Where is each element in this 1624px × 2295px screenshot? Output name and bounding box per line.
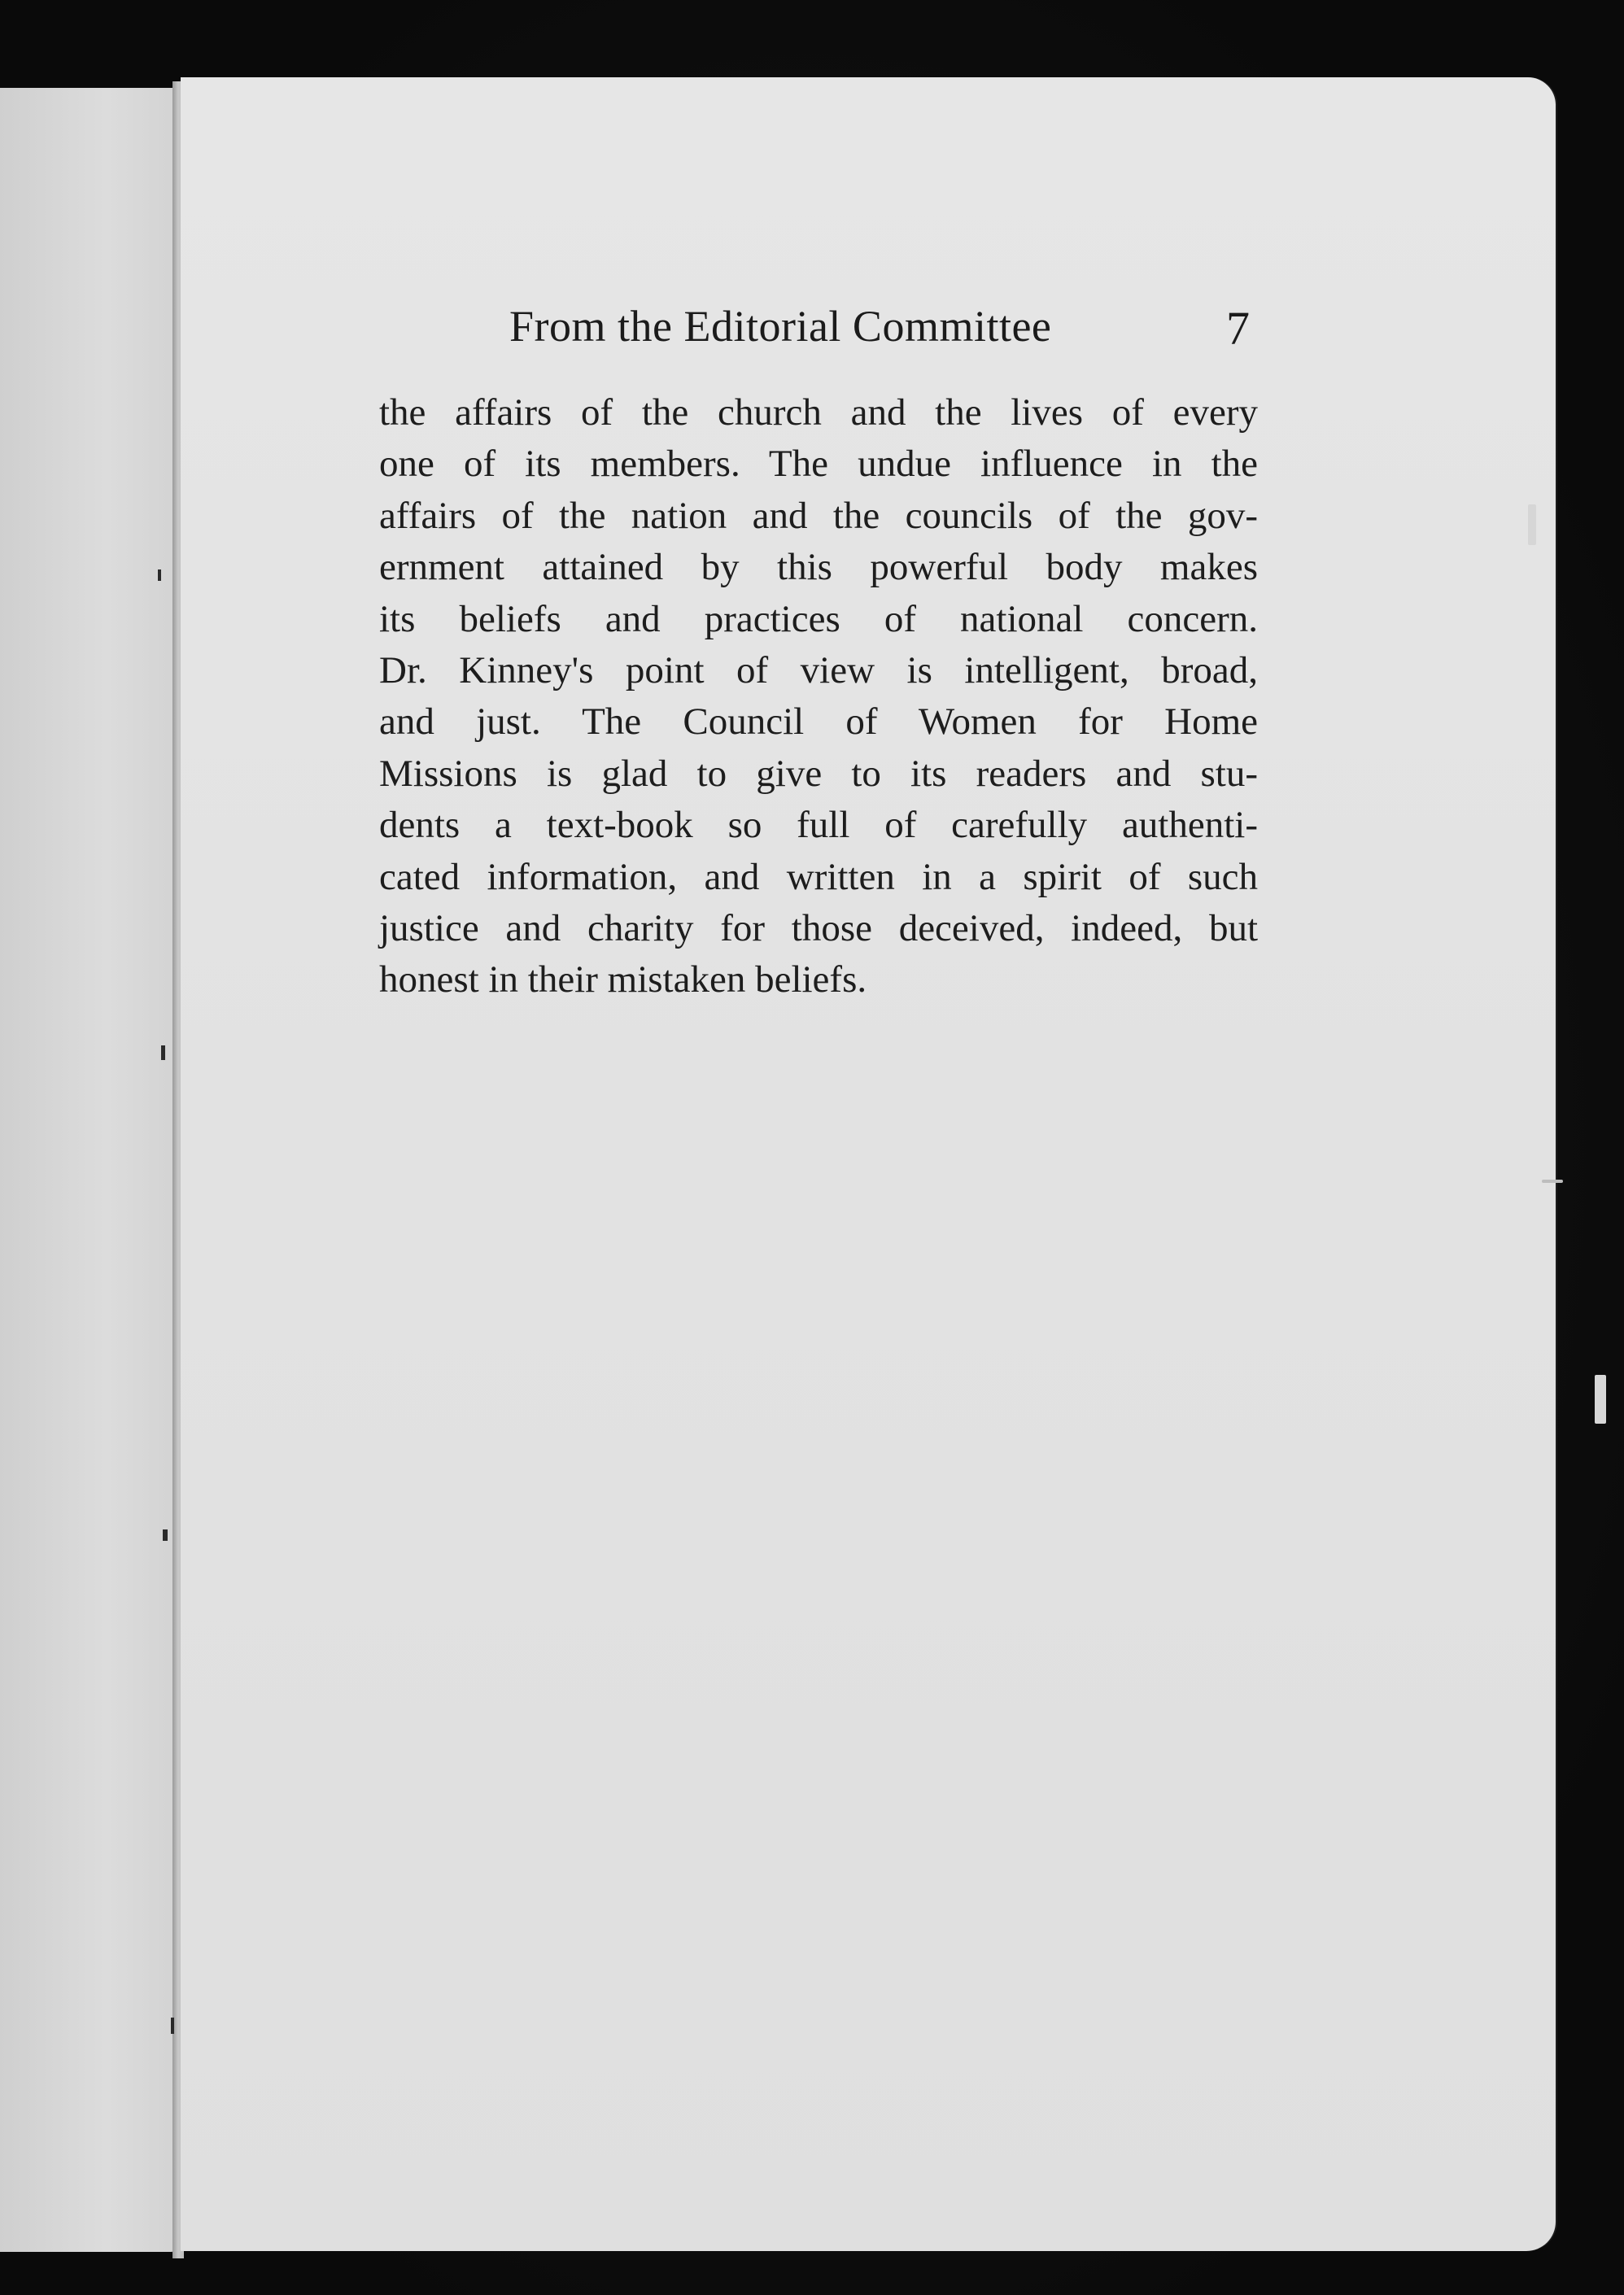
text-line: affairs of the nation and the councils of the gov- (379, 494, 1258, 537)
text-line: ernment attained by this powerful body makes (379, 546, 1258, 589)
facing-page-edge (0, 88, 177, 2252)
text-line: honest in their mistaken beliefs. (379, 958, 867, 1001)
edge-mark (161, 1045, 165, 1060)
edge-mark (171, 2018, 174, 2034)
text-line: dents a text-book so full of carefully authenti- (379, 804, 1258, 847)
text-line: the affairs of the church and the lives of every (379, 391, 1258, 434)
dust-speck (1542, 1180, 1563, 1183)
text-line: Missions is glad to give to its readers and stu- (379, 752, 1258, 795)
edge-mark (163, 1529, 168, 1541)
text-line: its beliefs and practices of national concern. (379, 597, 1258, 640)
running-header (509, 301, 1250, 366)
text-line: cated information, and written in a spirit of such (379, 855, 1258, 898)
page-number: 7 (1226, 302, 1250, 355)
text-line: justice and charity for those deceived, indeed, but (379, 906, 1258, 949)
dust-speck (1595, 1375, 1606, 1424)
text-line: Dr. Kinney's point of view is intelligent, broad, (379, 648, 1258, 692)
text-line: and just. The Council of Women for Home (379, 700, 1258, 744)
dust-speck (1528, 504, 1536, 545)
running-head-title: From the Editorial Committee (509, 302, 1052, 351)
text-line: one of its members. The undue influence in the (379, 443, 1258, 486)
body-paragraph (379, 387, 1258, 1006)
edge-mark (158, 569, 161, 581)
